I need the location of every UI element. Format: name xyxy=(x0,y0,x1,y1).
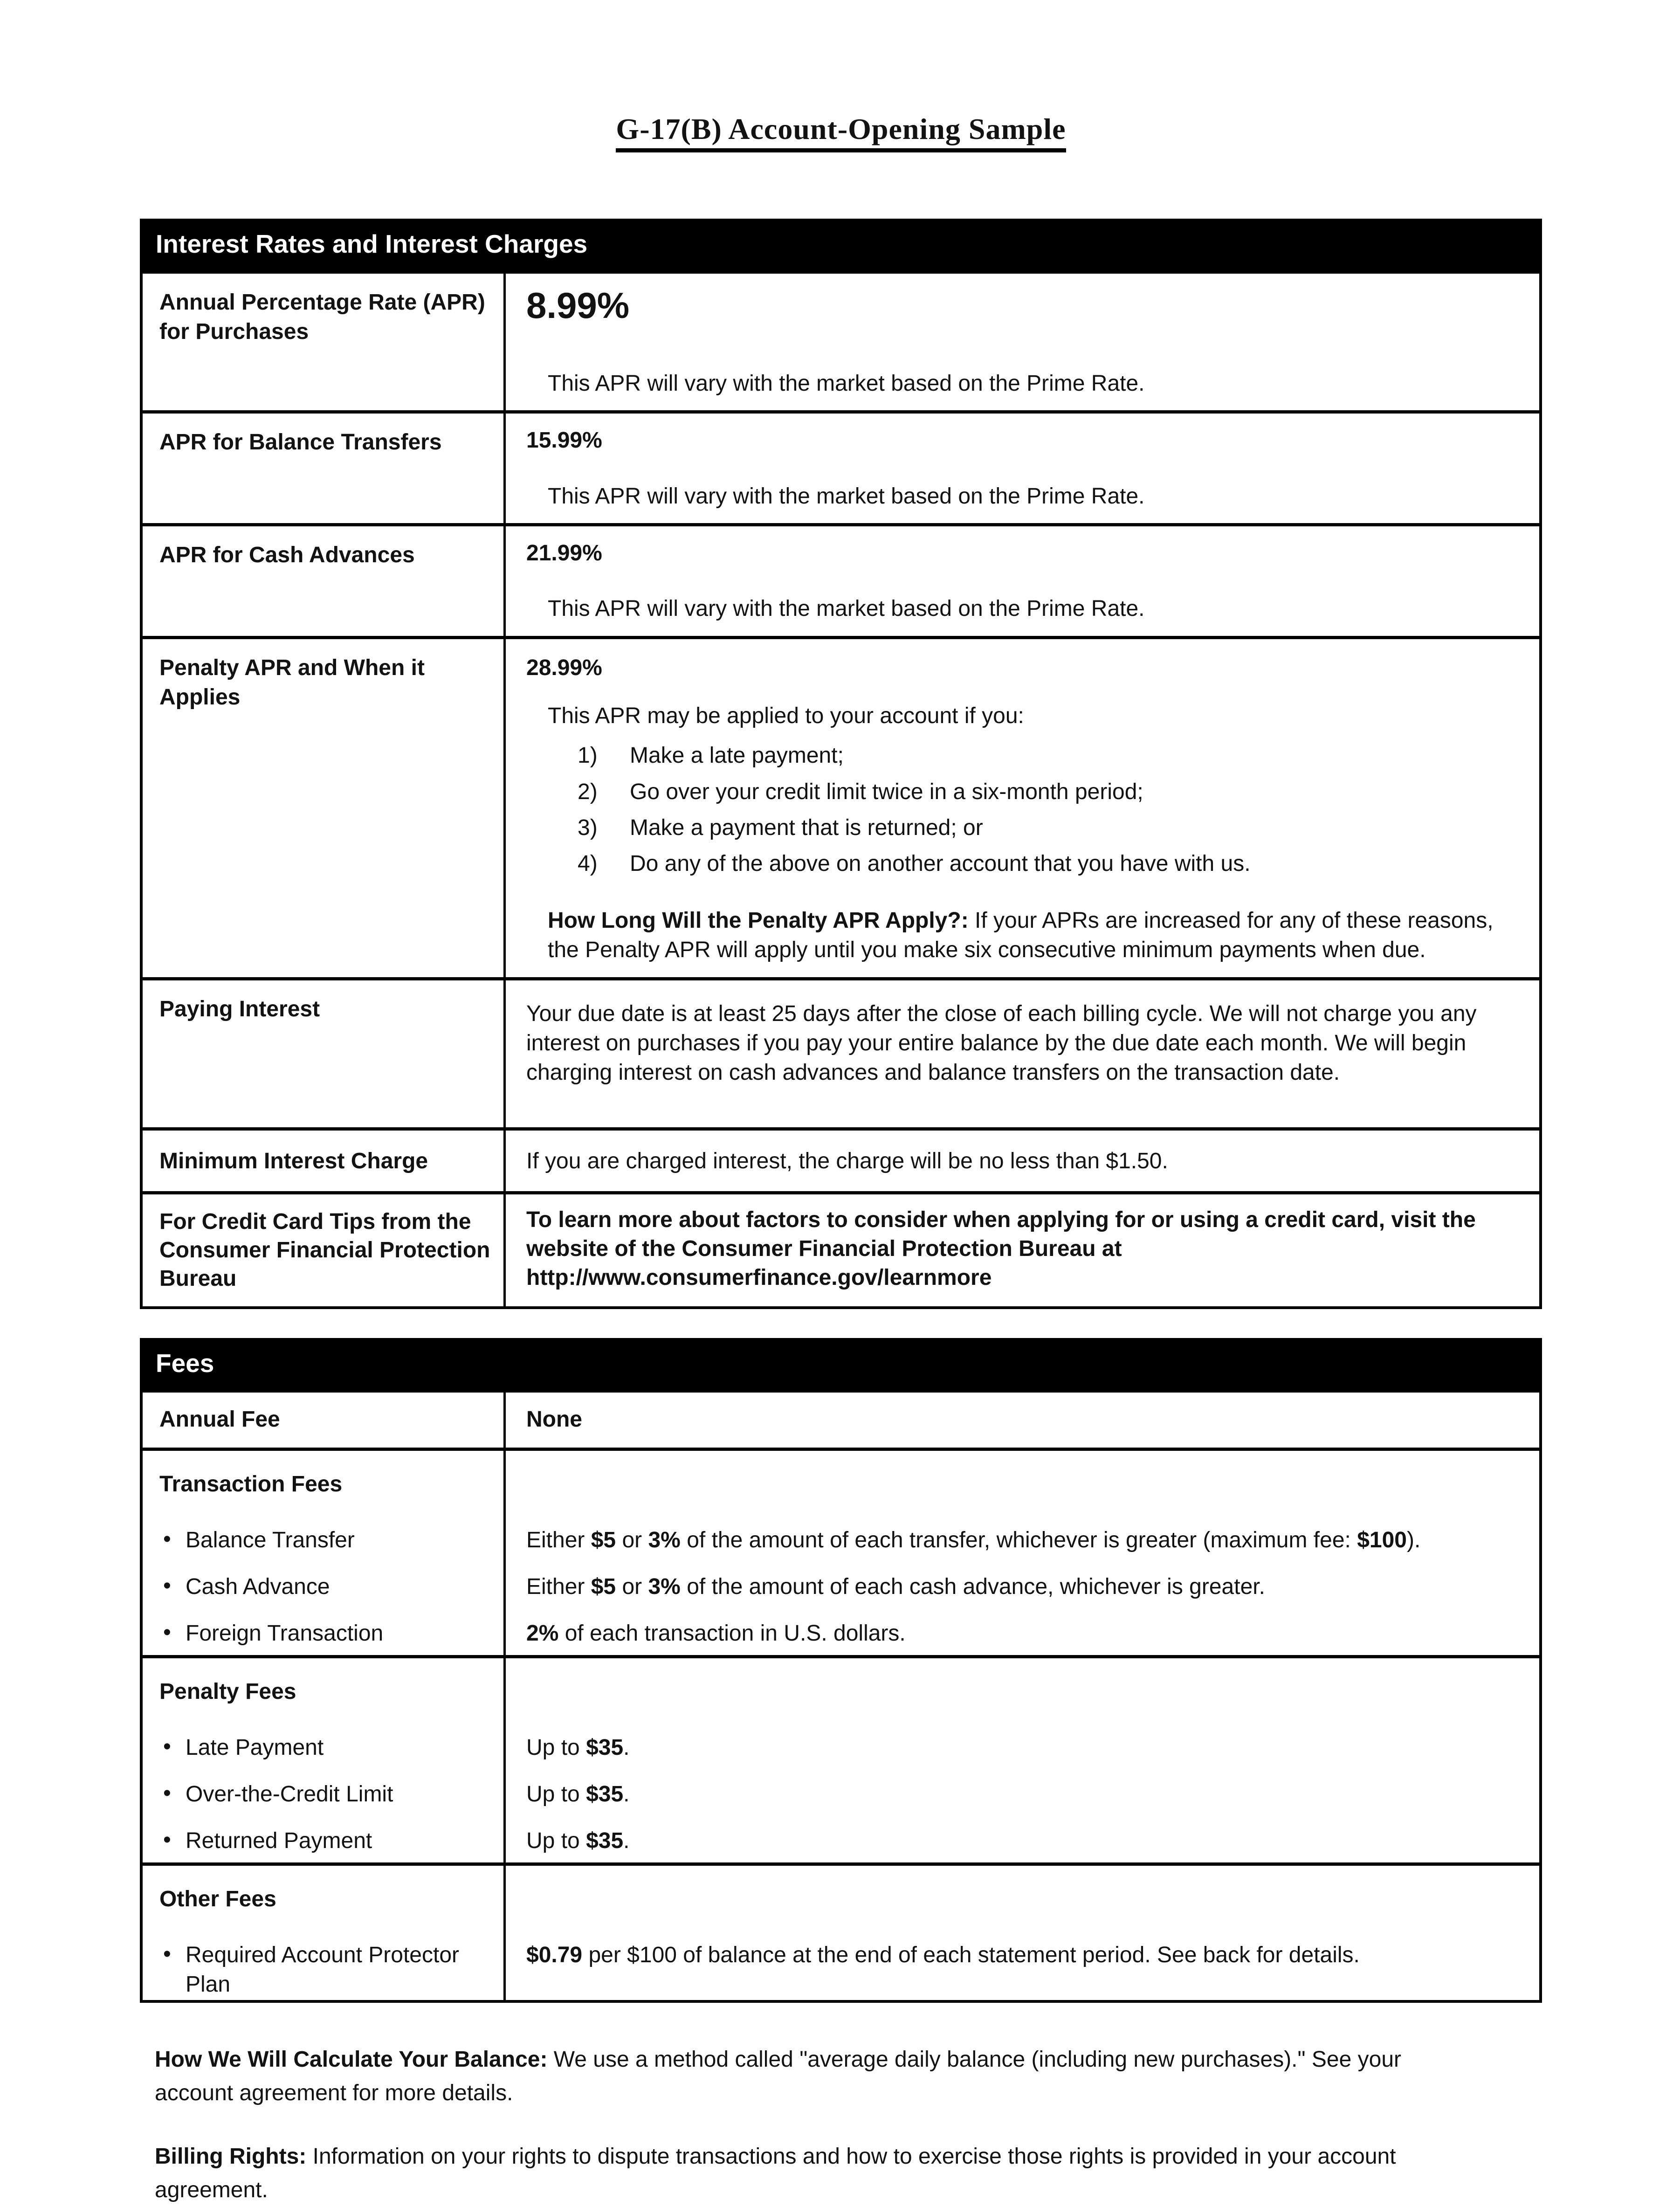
row-value: None xyxy=(526,1407,582,1432)
list-item: Make a payment that is returned; or xyxy=(630,815,983,841)
fee-item-label: • Late Payment xyxy=(143,1723,506,1769)
fee-item-label: • Required Account Protector Plan xyxy=(143,1930,506,2000)
group-heading: Transaction Fees xyxy=(143,1451,506,1515)
apr-balance-transfers-note: This APR will vary with the market based on the Prime Rate. xyxy=(548,483,1145,509)
footnote-balance-calculation xyxy=(140,2043,1417,2110)
fees-table xyxy=(140,1338,1542,2003)
penalty-apr-conditions-list xyxy=(526,741,1521,878)
row-label: Annual Percentage Rate (APR) for Purchases xyxy=(143,274,506,410)
apr-cash-advances-note: This APR will vary with the market based on the Prime Rate. xyxy=(548,596,1145,621)
list-item: Do any of the above on another account that you have with us. xyxy=(630,851,1251,876)
fee-item-label: • Balance Transfer xyxy=(143,1515,506,1562)
row-value: Your due date is at least 25 days after the close of each billing cycle. We will not charge you any interest on purchases if you pay your entire balance by the due date each month. We will begin charging interest on cash advances and balance transfers on the transaction date. xyxy=(526,1001,1477,1085)
fee-item-value: Either $5 or 3% of the amount of each cash advance, whichever is greater. xyxy=(526,1574,1265,1599)
footnote-lead: Billing Rights: xyxy=(155,2144,307,2169)
row-label: APR for Balance Transfers xyxy=(143,414,506,523)
row-value: If you are charged interest, the charge will be no less than $1.50. xyxy=(526,1148,1168,1173)
apr-purchases-note: This APR will vary with the market based on the Prime Rate. xyxy=(548,371,1145,396)
apr-balance-transfers-rate: 15.99% xyxy=(526,428,602,453)
group-heading-spacer xyxy=(506,1658,1539,1723)
penalty-fees-group xyxy=(143,1655,1539,1862)
row-value: To learn more about factors to consider when applying for or using a credit card, visit the website of the Consumer Financial Protection Bureau at http://www.consumerfinance.gov/learnmore xyxy=(526,1207,1476,1290)
fee-item-label: • Returned Payment xyxy=(143,1816,506,1862)
row-label: Annual Fee xyxy=(143,1393,506,1447)
fee-item-label: • Cash Advance xyxy=(143,1562,506,1608)
fee-item-value: $0.79 per $100 of balance at the end of each statement period. See back for details. xyxy=(526,1942,1360,1967)
fees-table-header: Fees xyxy=(143,1338,1539,1390)
row-label: Penalty APR and When it Applies xyxy=(143,639,506,977)
transaction-fees-group xyxy=(143,1448,1539,1655)
fee-item-value: 2% of each transaction in U.S. dollars. xyxy=(526,1621,906,1646)
list-item: Go over your credit limit twice in a six-month period; xyxy=(630,779,1143,804)
group-heading: Penalty Fees xyxy=(143,1658,506,1723)
row-value xyxy=(506,274,1539,410)
fee-item-label: • Foreign Transaction xyxy=(143,1608,506,1655)
list-item: Make a late payment; xyxy=(630,743,844,768)
row-label: APR for Cash Advances xyxy=(143,526,506,636)
penalty-apr-rate: 28.99% xyxy=(526,655,602,680)
group-heading: Other Fees xyxy=(143,1866,506,1930)
table-row-penalty-apr xyxy=(143,636,1539,977)
penalty-apr-intro: This APR may be applied to your account if you: xyxy=(548,703,1024,729)
footnote-text: Information on your rights to dispute transactions and how to exercise those rights is provided in your account agreement. xyxy=(155,2144,1396,2202)
fee-item-value: Up to $35. xyxy=(526,1735,630,1760)
apr-cash-advances-rate: 21.99% xyxy=(526,540,602,566)
fee-item-value: Either $5 or 3% of the amount of each transfer, whichever is greater (maximum fee: $100). xyxy=(526,1527,1421,1552)
fee-item-label: • Over-the-Credit Limit xyxy=(143,1769,506,1816)
penalty-apr-duration-note: How Long Will the Penalty APR Apply?: If your APRs are increased for any of these reasons, the Penalty APR will apply until you make six consecutive minimum payments when due. xyxy=(548,908,1494,963)
row-label: Paying Interest xyxy=(143,980,506,1127)
table-row-apr-cash-advances xyxy=(143,523,1539,636)
group-heading-spacer xyxy=(506,1866,1539,1930)
table-row-annual-fee xyxy=(143,1389,1539,1447)
footnote-lead: How We Will Calculate Your Balance: xyxy=(155,2047,548,2072)
row-value xyxy=(506,639,1539,977)
table-row-cfpb-tips xyxy=(143,1191,1539,1306)
table-row-apr-balance-transfers xyxy=(143,410,1539,523)
group-heading-spacer xyxy=(506,1451,1539,1515)
row-value xyxy=(506,526,1539,636)
fee-item-value: Up to $35. xyxy=(526,1781,630,1807)
row-label: Minimum Interest Charge xyxy=(143,1131,506,1191)
interest-table-header: Interest Rates and Interest Charges xyxy=(143,219,1539,270)
row-label: For Credit Card Tips from the Consumer Financial Protection Bureau xyxy=(143,1194,506,1306)
table-row-paying-interest xyxy=(143,977,1539,1127)
table-row-minimum-interest-charge xyxy=(143,1127,1539,1191)
interest-rates-table xyxy=(140,219,1542,1309)
table-row-apr-purchases xyxy=(143,270,1539,410)
footnote-billing-rights xyxy=(140,2140,1417,2207)
other-fees-group xyxy=(143,1862,1539,2000)
page-title: G-17(B) Account-Opening Sample xyxy=(140,110,1542,149)
apr-purchases-rate: 8.99% xyxy=(526,285,630,326)
document-page xyxy=(140,0,1542,2207)
footnote-text: We use a method called "average daily balance (including new purchases)." See your account agreement for more details. xyxy=(155,2047,1402,2105)
row-value xyxy=(506,414,1539,523)
fee-item-value: Up to $35. xyxy=(526,1828,630,1853)
